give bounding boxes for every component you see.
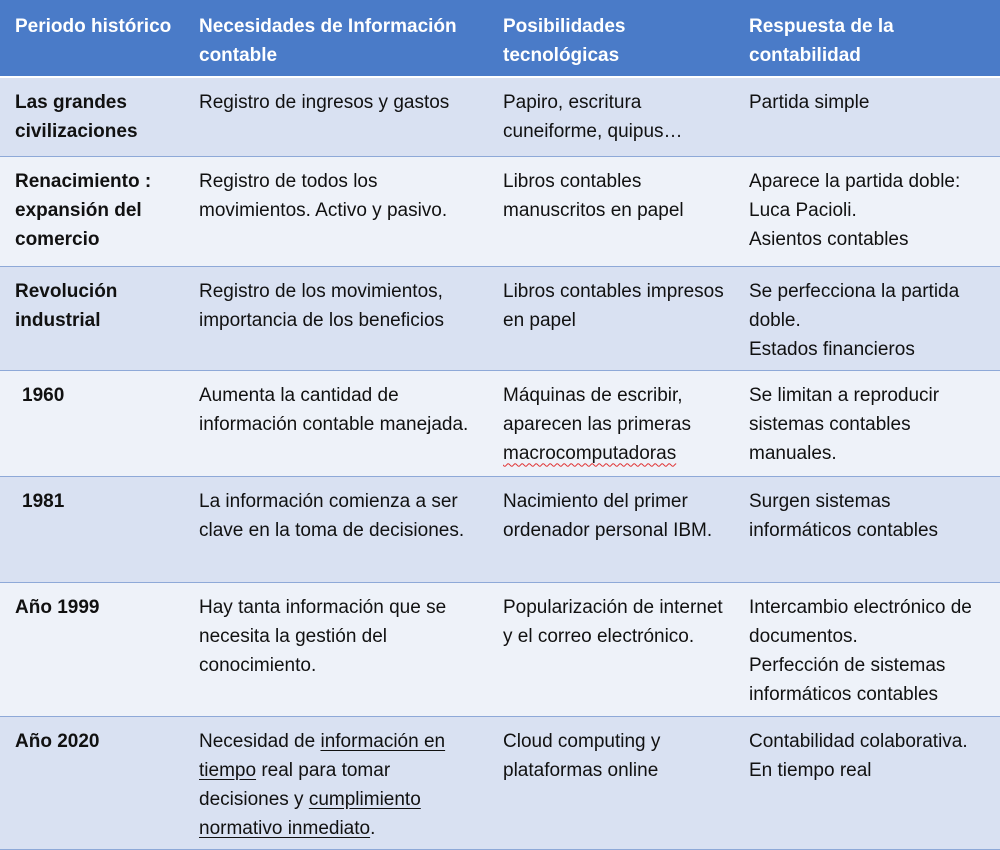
response-line: Asientos contables [749,228,909,250]
period-cell: Renacimiento : expansión del comercio [0,156,184,266]
needs-cell: La información comienza a ser clave en la toma de decisiones. [184,476,488,582]
header-periodo: Periodo histórico [0,0,184,77]
response-cell: Se limitan a reproducir sistemas contables manuales. [734,370,1000,476]
needs-cell: Aumenta la cantidad de información contable manejada. [184,370,488,476]
needs-cell: Registro de todos los movimientos. Activo y pasivo. [184,156,488,266]
spellcheck-word: macrocomputadoras [503,442,677,464]
response-line: Perfección de sistemas informáticos contables [749,654,946,705]
response-line: Estados financieros [749,338,915,360]
period-cell: Revolución industrial [0,266,184,370]
tech-cell: Libros contables impresos en papel [488,266,734,370]
response-cell: Partida simple [734,77,1000,156]
underlined-text: cumplimiento normativo inmediato [199,788,421,839]
tech-cell: Popularización de internet y el correo electrónico. [488,582,734,716]
needs-text: . [370,817,376,839]
tech-text: Máquinas de escribir, aparecen las primeras [503,384,691,435]
needs-cell [184,716,488,849]
underlined-text: información en tiempo [199,730,446,781]
table-row [0,716,1000,849]
table-row [0,582,1000,716]
period-cell: Año 1999 [0,582,184,716]
table-row [0,77,1000,156]
tech-cell: Papiro, escritura cuneiforme, quipus… [488,77,734,156]
header-row [0,0,1000,77]
response-line: Se perfecciona la partida doble. [749,280,960,331]
tech-cell [488,370,734,476]
table-row [0,476,1000,582]
response-line: En tiempo real [749,759,872,781]
period-cell: 1960 [0,370,184,476]
tech-cell: Libros contables manuscritos en papel [488,156,734,266]
header-respuesta: Respuesta de la contabilidad [734,0,1000,77]
tech-cell: Cloud computing y plataformas online [488,716,734,849]
response-line: Contabilidad colaborativa. [749,730,968,752]
table-row [0,370,1000,476]
response-line: Aparece la partida doble: Luca Pacioli. [749,170,961,221]
period-cell: 1981 [0,476,184,582]
response-cell [734,156,1000,266]
response-cell [734,582,1000,716]
response-cell: Surgen sistemas informáticos contables [734,476,1000,582]
header-necesidades: Necesidades de Información contable [184,0,488,77]
needs-cell: Registro de ingresos y gastos [184,77,488,156]
tech-cell: Nacimiento del primer ordenador personal IBM. [488,476,734,582]
response-cell [734,266,1000,370]
needs-text: real para tomar decisiones y [199,759,391,810]
needs-cell: Registro de los movimientos, importancia de los beneficios [184,266,488,370]
table-row [0,266,1000,370]
response-cell [734,716,1000,849]
needs-text: Necesidad de [199,730,316,752]
needs-cell: Hay tanta información que se necesita la gestión del conocimiento. [184,582,488,716]
period-cell: Las grandes civilizaciones [0,77,184,156]
response-line: Intercambio electrónico de documentos. [749,596,972,647]
table-row [0,156,1000,266]
header-posibilidades: Posibilidades tecnológicas [488,0,734,77]
period-cell: Año 2020 [0,716,184,849]
